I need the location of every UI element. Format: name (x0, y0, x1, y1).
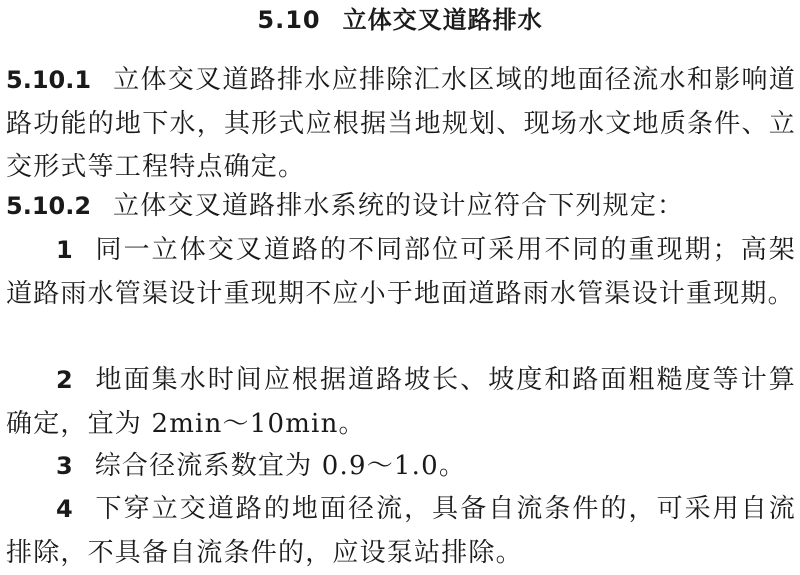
item-text: 同一立体交叉道路的不同部位可采用不同的重现期；高架道路雨水管渠设计重现期不应小于地面道路雨水管渠设计重现期。 (6, 235, 796, 309)
item-number: 2 (56, 366, 73, 394)
list-item-4 (6, 488, 796, 575)
section-title-text: 立体交叉道路排水 (342, 6, 543, 34)
section-heading (0, 4, 800, 36)
clause-number: 5.10.2 (6, 192, 92, 220)
item-number: 3 (56, 452, 73, 480)
list-item-3 (6, 445, 796, 489)
item-number: 1 (56, 236, 73, 264)
list-item-2 (6, 359, 796, 446)
list-item-1 (6, 229, 796, 316)
clause-number: 5.10.1 (6, 66, 92, 94)
item-text: 下穿立交道路的地面径流，具备自流条件的，可采用自流排除，不具备自流条件的，应设泵站排除。 (6, 494, 796, 568)
item-text: 综合径流系数宜为 0.9～1.0。 (94, 451, 467, 481)
clause-text: 立体交叉道路排水系统的设计应符合下列规定： (113, 191, 685, 221)
item-number: 4 (56, 495, 73, 523)
clause-5-10-2 (6, 185, 796, 229)
clause-5-10-1 (6, 59, 796, 190)
item-text: 地面集水时间应根据道路坡长、坡度和路面粗糙度等计算确定，宜为 2min～10min。 (6, 365, 796, 439)
clause-text: 立体交叉道路排水应排除汇水区域的地面径流水和影响道路功能的地下水，其形式应根据当地规划、现场水文地质条件、立交形式等工程特点确定。 (6, 65, 796, 182)
section-number: 5.10 (257, 6, 321, 34)
